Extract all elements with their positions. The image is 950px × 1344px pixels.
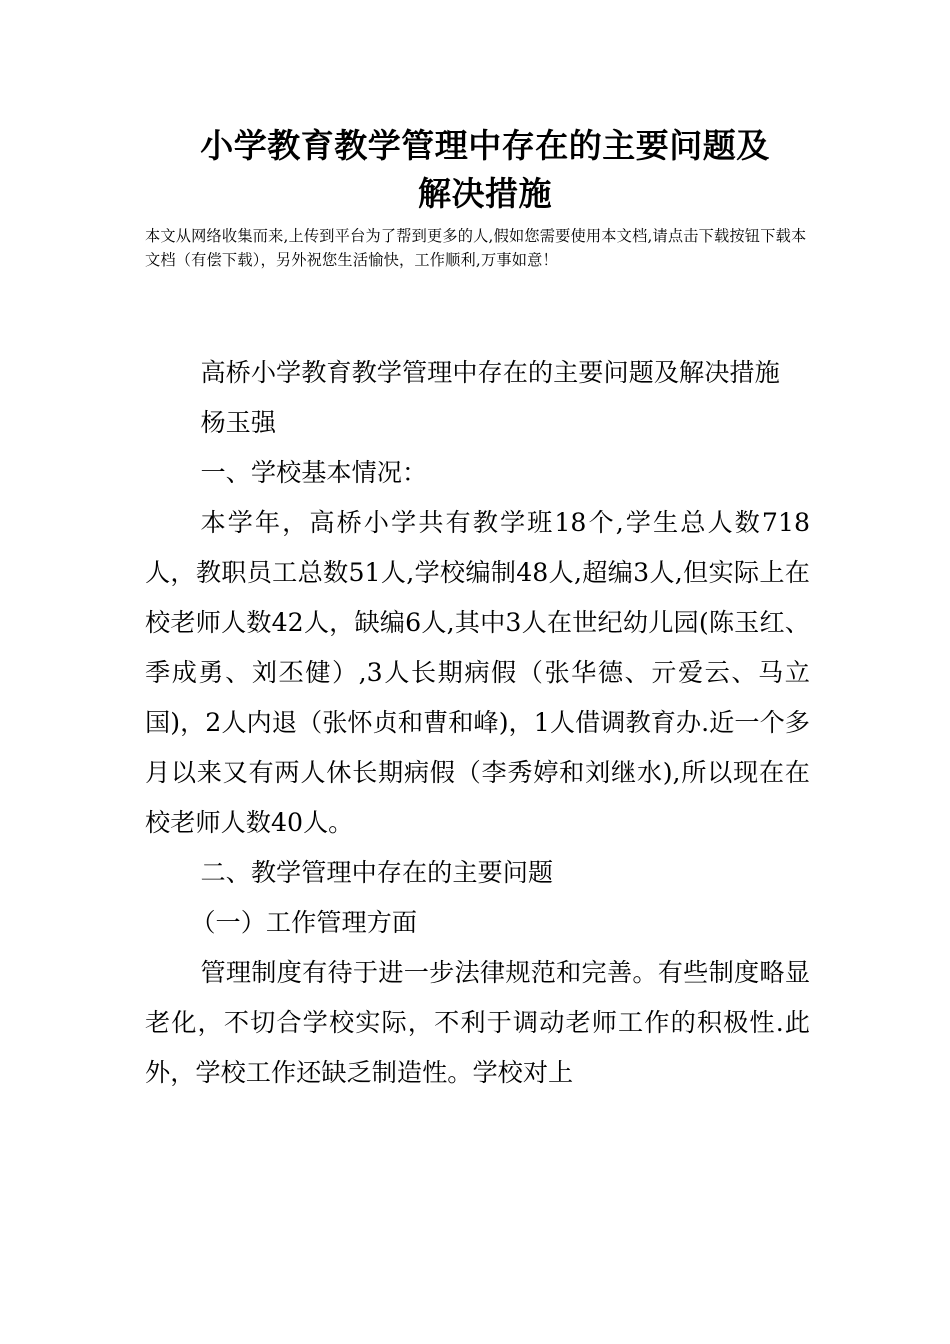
document-title xyxy=(145,122,825,218)
section-heading-1: 一、学校基本情况： xyxy=(200,458,428,487)
paragraph-management: 管理制度有待于进一步法律规范和完善。有些制度略显老化，不切合学校实际，不利于调动老师工作的积极性.此外，学校工作还缺乏制造性。学校对上 xyxy=(145,958,810,1087)
subsection-heading-1: （一）工作管理方面 xyxy=(190,908,418,937)
paragraph-heading: 高桥小学教育教学管理中存在的主要问题及解决措施 xyxy=(200,358,780,387)
section-heading-2: 二、教学管理中存在的主要问题 xyxy=(200,858,554,887)
paragraph-school-info: 本学年，高桥小学共有教学班18个,学生总人数718人，教职员工总数51人,学校编制48人,超编3人,但实际上在校老师人数42人，缺编6人,其中3人在世纪幼儿园(陈玉红、季成勇、刘丕健）,3人长期病假（张华德、亓爱云、马立国)，2人内退（张怀贞和曹和峰)，1人借调教育办.近一个多月以来又有两人休长期病假（李秀婷和刘继水),所以现在在校老师人数40人。 xyxy=(145,508,810,837)
document-body xyxy=(145,348,810,1098)
title-line-2: 解决措施 xyxy=(418,174,552,213)
title-line-1: 小学教育教学管理中存在的主要问题及 xyxy=(200,126,770,165)
paragraph-author: 杨玉强 xyxy=(200,408,276,437)
download-notice: 本文从网络收集而来,上传到平台为了帮到更多的人,假如您需要使用本文档,请点击下载按钮下载本文档（有偿下载），另外祝您生活愉快，工作顺利,万事如意！ xyxy=(145,227,807,269)
